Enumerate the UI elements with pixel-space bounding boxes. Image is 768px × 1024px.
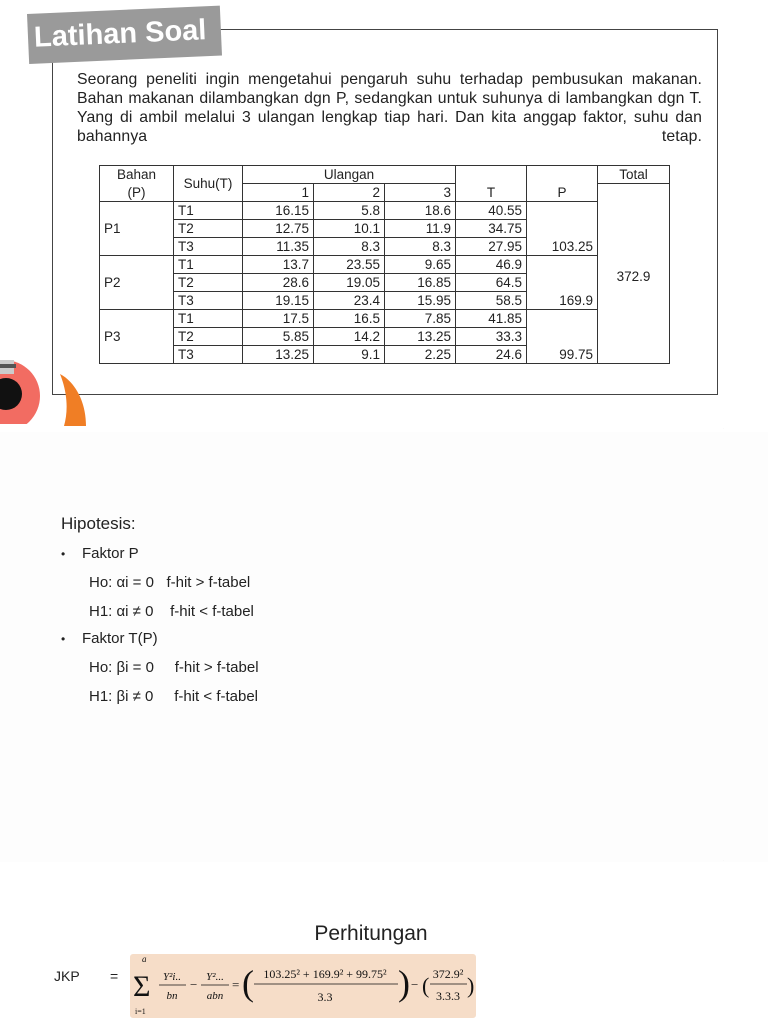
total-cell-top [598, 184, 670, 202]
ulangan1-cell: 11.35 [243, 238, 314, 256]
suhu-cell: T3 [174, 238, 243, 256]
suhu-cell: T3 [174, 346, 243, 364]
sum-upper-limit: a [142, 954, 147, 964]
t-total-cell: 41.85 [456, 310, 527, 328]
term2-numerator: Y²... [206, 971, 224, 983]
slide-latihan-soal [0, 0, 768, 430]
table-row [100, 310, 670, 328]
decorative-shape-icon [0, 360, 42, 424]
faktor-tp-h0: Ho: βi = 0 f-hit > f-tabel [89, 659, 259, 676]
equals-sign-formula: = [232, 977, 240, 992]
faktor-p-h1: H1: αi ≠ 0 f-hit < f-tabel [89, 603, 254, 620]
title-banner [27, 6, 222, 64]
header-bahan: Bahan [100, 166, 174, 184]
header-suhu: Suhu(T) [174, 166, 243, 202]
header-ulangan-2: 2 [314, 184, 385, 202]
footer-mark: · [723, 858, 724, 862]
suhu-cell: T2 [174, 328, 243, 346]
t-total-cell: 58.5 [456, 292, 527, 310]
right-paren-icon-2: ) [467, 973, 475, 998]
suhu-cell: T1 [174, 202, 243, 220]
hipotesis-heading: Hipotesis: [61, 514, 136, 533]
header-ulangan: Ulangan [243, 166, 456, 184]
t-total-cell: 64.5 [456, 274, 527, 292]
equals-sign: = [110, 968, 119, 984]
term1-numerator: Y²i.. [163, 971, 181, 983]
sum-lower-limit: i=1 [135, 1007, 146, 1016]
t-total-cell: 24.6 [456, 346, 527, 364]
bahan-cell: P1 [100, 220, 174, 238]
footer-mark: · [723, 426, 724, 430]
t-total-cell: 46.9 [456, 256, 527, 274]
table-row [100, 256, 670, 274]
table-header-row [100, 166, 670, 184]
right-paren-icon: ) [398, 963, 410, 1003]
ulangan3-cell: 2.25 [385, 346, 456, 364]
ulangan3-cell: 7.85 [385, 310, 456, 328]
p-total-p2: 169.9 [527, 256, 598, 310]
header-blank-t [456, 166, 527, 184]
faktor-p-label: Faktor P [82, 545, 139, 562]
bahan-cell: P3 [100, 328, 174, 346]
ulangan1-cell: 16.15 [243, 202, 314, 220]
slide-hipotesis [0, 432, 768, 862]
ulangan2-cell: 5.8 [314, 202, 385, 220]
suhu-cell: T2 [174, 220, 243, 238]
ulangan1-cell: 13.25 [243, 346, 314, 364]
bahan-cell [100, 292, 174, 310]
term1-denominator: bn [166, 990, 178, 1002]
left-paren-icon-2: ( [422, 973, 430, 998]
fraction1-denominator: 3.3 [317, 990, 333, 1004]
ulangan2-cell: 10.1 [314, 220, 385, 238]
ulangan1-cell: 5.85 [243, 328, 314, 346]
ulangan3-cell: 9.65 [385, 256, 456, 274]
ulangan1-cell: 12.75 [243, 220, 314, 238]
left-paren-icon: ( [242, 963, 254, 1003]
header-ulangan-3: 3 [385, 184, 456, 202]
perhitungan-title: Perhitungan [314, 922, 428, 945]
ulangan3-cell: 8.3 [385, 238, 456, 256]
ulangan3-cell: 16.85 [385, 274, 456, 292]
jkp-formula [130, 954, 476, 1018]
ulangan3-cell: 11.9 [385, 220, 456, 238]
table-row [100, 202, 670, 220]
sigma-icon: Σ [133, 970, 151, 1003]
bahan-cell [100, 346, 174, 364]
header-p: P [527, 184, 598, 202]
header-blank-p [527, 166, 598, 184]
bahan-cell [100, 238, 174, 256]
suhu-cell: T2 [174, 274, 243, 292]
ulangan2-cell: 9.1 [314, 346, 385, 364]
faktor-p-h0: Ho: αi = 0 f-hit > f-tabel [89, 574, 251, 591]
data-table [99, 165, 670, 364]
header-bahan-p: (P) [100, 184, 174, 202]
t-total-cell: 40.55 [456, 202, 527, 220]
bullet-icon: • [61, 632, 66, 646]
suhu-cell: T1 [174, 310, 243, 328]
ulangan3-cell: 15.95 [385, 292, 456, 310]
slide-title: Latihan Soal [33, 14, 207, 54]
ulangan2-cell: 8.3 [314, 238, 385, 256]
header-total: Total [598, 166, 670, 184]
bahan-cell [100, 202, 174, 220]
ulangan1-cell: 28.6 [243, 274, 314, 292]
header-t: T [456, 184, 527, 202]
header-ulangan-1: 1 [243, 184, 314, 202]
ulangan1-cell: 17.5 [243, 310, 314, 328]
ulangan1-cell: 13.7 [243, 256, 314, 274]
faktor-tp-h1: H1: βi ≠ 0 f-hit < f-tabel [89, 688, 259, 705]
ulangan3-cell: 13.25 [385, 328, 456, 346]
slide-perhitungan [0, 864, 768, 1024]
p-total-p3: 99.75 [527, 310, 598, 364]
problem-text: Seorang peneliti ingin mengetahui pengaruh suhu terhadap pembusukan makanan. Bahan makanan dilambangkan dgn P, sedangkan untuk suhunya di lambangkan dgn T. Yang di ambil melalui 3 ulangan lengkap tiap hari. Dan kita anggap faktor, suhu dan bahannya tetap. [77, 71, 702, 145]
fraction2-denominator: 3.3.3 [436, 989, 460, 1003]
minus-sign-2: − [411, 977, 419, 992]
t-total-cell: 33.3 [456, 328, 527, 346]
p-total-p1: 103.25 [527, 202, 598, 256]
ulangan2-cell: 14.2 [314, 328, 385, 346]
ulangan2-cell: 23.4 [314, 292, 385, 310]
ulangan3-cell: 18.6 [385, 202, 456, 220]
fraction1-numerator: 103.25² + 169.9² + 99.75² [263, 967, 387, 981]
minus-sign: − [190, 977, 198, 992]
ulangan2-cell: 16.5 [314, 310, 385, 328]
suhu-cell: T3 [174, 292, 243, 310]
bahan-cell [100, 310, 174, 328]
ulangan2-cell: 19.05 [314, 274, 385, 292]
jkp-label: JKP [54, 968, 80, 984]
faktor-tp-label: Faktor T(P) [82, 630, 158, 647]
term2-denominator: abn [206, 990, 224, 1002]
fraction2-numerator: 372.9² [432, 967, 464, 981]
bahan-cell: P2 [100, 274, 174, 292]
bullet-icon: • [61, 547, 66, 561]
grand-total: 372.9 [598, 202, 670, 364]
t-total-cell: 34.75 [456, 220, 527, 238]
bahan-cell [100, 256, 174, 274]
ulangan2-cell: 23.55 [314, 256, 385, 274]
ulangan1-cell: 19.15 [243, 292, 314, 310]
t-total-cell: 27.95 [456, 238, 527, 256]
decorative-horn-icon [58, 372, 88, 426]
suhu-cell: T1 [174, 256, 243, 274]
